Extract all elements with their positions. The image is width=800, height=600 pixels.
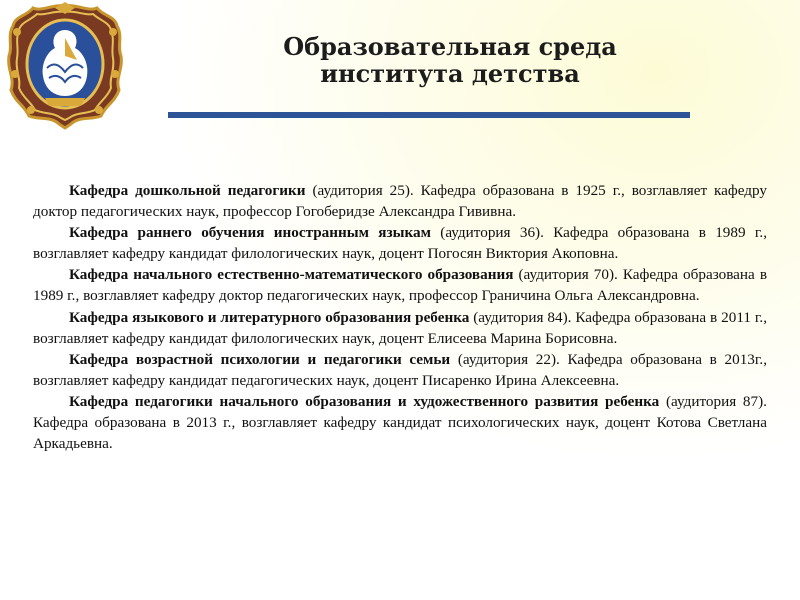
department-paragraph: [33, 180, 767, 222]
slide-title-line-2: института детства: [320, 59, 580, 88]
slide-title-line-1: Образовательная среда: [283, 32, 617, 61]
department-details: (аудитория 22). Кафедра образована в 2013г., возглавляет кафедру кандидат педагогических наук, доцент Писаренко Ирина Алексеевна.: [33, 350, 767, 389]
department-details: (аудитория 84). Кафедра образована в 2011 г., возглавляет кафедру кандидат филологических наук, доцент Елисеева Марина Борисовна.: [33, 308, 767, 347]
department-details: (аудитория 87). Кафедра образована в 2013 г., возглавляет кафедру кандидат психологических наук, доцент Котова Светлана Аркадьевна.: [33, 392, 767, 453]
department-paragraph: [33, 391, 767, 454]
department-name: Кафедра начального естественно-математического образования: [69, 266, 514, 284]
department-paragraph: [33, 307, 767, 349]
department-name: Кафедра дошкольной педагогики: [69, 182, 306, 199]
department-paragraph: [33, 349, 767, 391]
slide-title: [210, 33, 690, 87]
departments-list: [33, 180, 767, 454]
department-details: (аудитория 70). Кафедра образована в 1989 г., возглавляет кафедру доктор педагогических наук, профессор Граничина Ольга Александровна.: [33, 266, 767, 305]
department-name: Кафедра возрастной психологии и педагогики семьи: [69, 350, 451, 368]
title-underline-rule: [168, 112, 690, 118]
department-details: (аудитория 25). Кафедра образована в 1925 г., возглавляет кафедру доктор педагогических наук, профессор Гогоберидзе Александра Гививна.: [33, 182, 767, 221]
department-name: Кафедра раннего обучения иностранным языкам: [69, 224, 431, 242]
department-paragraph: [33, 222, 767, 264]
department-name: Кафедра языкового и литературного образования ребенка: [69, 308, 470, 326]
department-details: (аудитория 36). Кафедра образована в 1989 г., возглавляет кафедру кандидат филологических наук, доцент Погосян Виктория Акоповна.: [33, 224, 767, 263]
department-name: Кафедра педагогики начального образования и художественного развития ребенка: [69, 392, 660, 410]
university-crest-pelican-icon: [5, 2, 125, 130]
department-paragraph: [33, 264, 767, 306]
